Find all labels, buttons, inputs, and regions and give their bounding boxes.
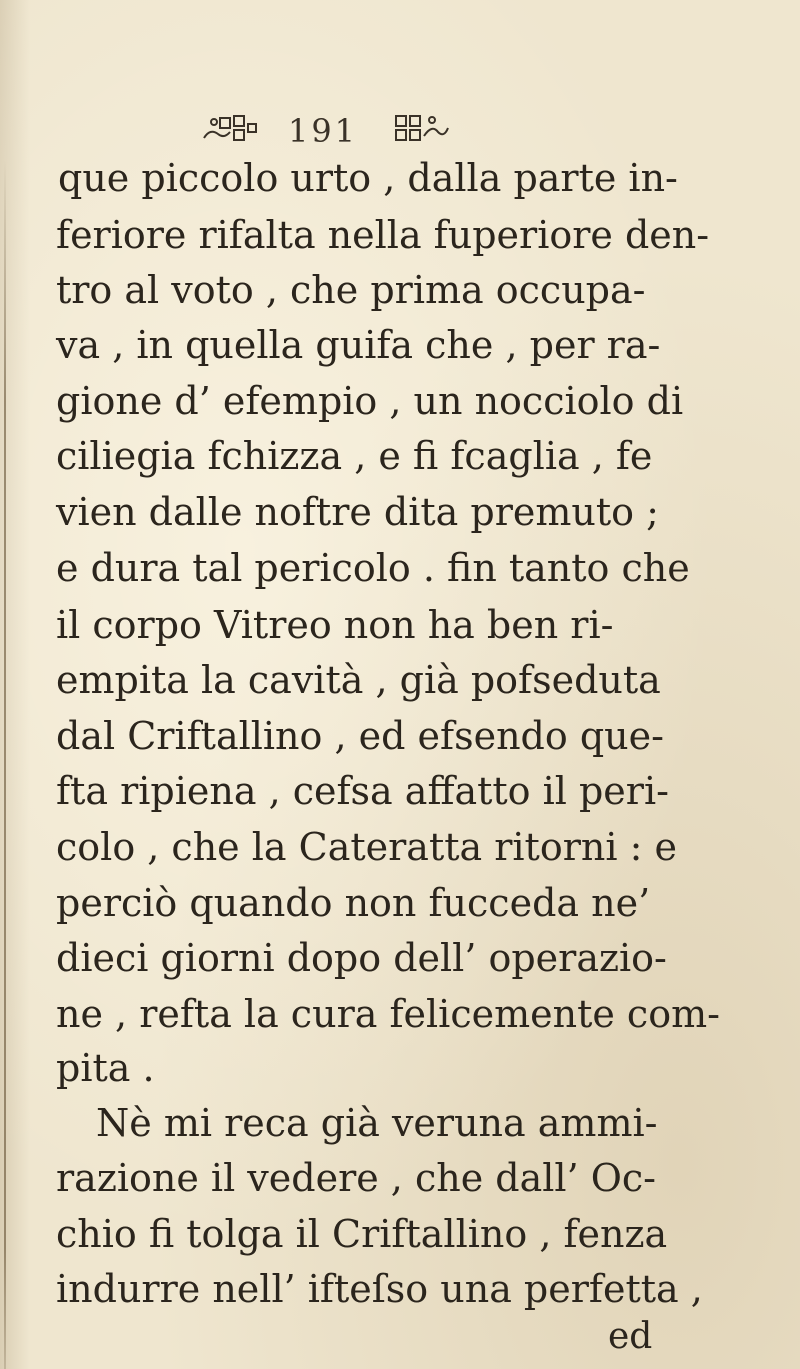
text-line: que piccolo urto , dalla parte in- [58,156,678,200]
text-line: dieci giorni dopo dell’ operazio- [56,936,667,980]
text-line: Nè mi reca già veruna ammi- [96,1101,658,1145]
text-line: feriore rifalta nella fuperiore den- [56,213,710,257]
text-line: pita . [56,1046,155,1090]
text-line: dal Criftallino , ed efsendo que- [56,714,664,758]
text-line: colo , che la Cateratta ritorni : e [56,825,677,869]
text-line: razione il vedere , che dall’ Oc- [56,1156,657,1200]
page-number: 191 [287,112,359,150]
text-line: perciò quando non fucceda ne’ [56,881,651,925]
text-line: chio fi tolga il Criftallino , fenza [56,1212,668,1256]
text-line: empita la cavità , già pofseduta [56,658,661,702]
text-line: ne , refta la cura felicemente com- [56,992,720,1036]
text-line: tro al voto , che prima occupa- [56,268,646,312]
text-line: va , in quella guifa che , per ra- [56,323,661,367]
text-line: gione d’ efempio , un nocciolo di [56,379,684,423]
catchword: ed [608,1316,653,1357]
text-line: e dura tal pericolo . fin tanto che [56,546,690,590]
text-line: fta ripiena , cefsa affatto il peri- [56,769,669,813]
text-line: vien dalle noftre dita premuto ; [56,490,659,534]
text-line: ciliegia fchizza , e fi fcaglia , fe [56,434,653,478]
text-line: indurre nell’ ifteſso una perfetta , [56,1267,703,1311]
text-line: il corpo Vitreo non ha ben ri- [56,603,614,647]
